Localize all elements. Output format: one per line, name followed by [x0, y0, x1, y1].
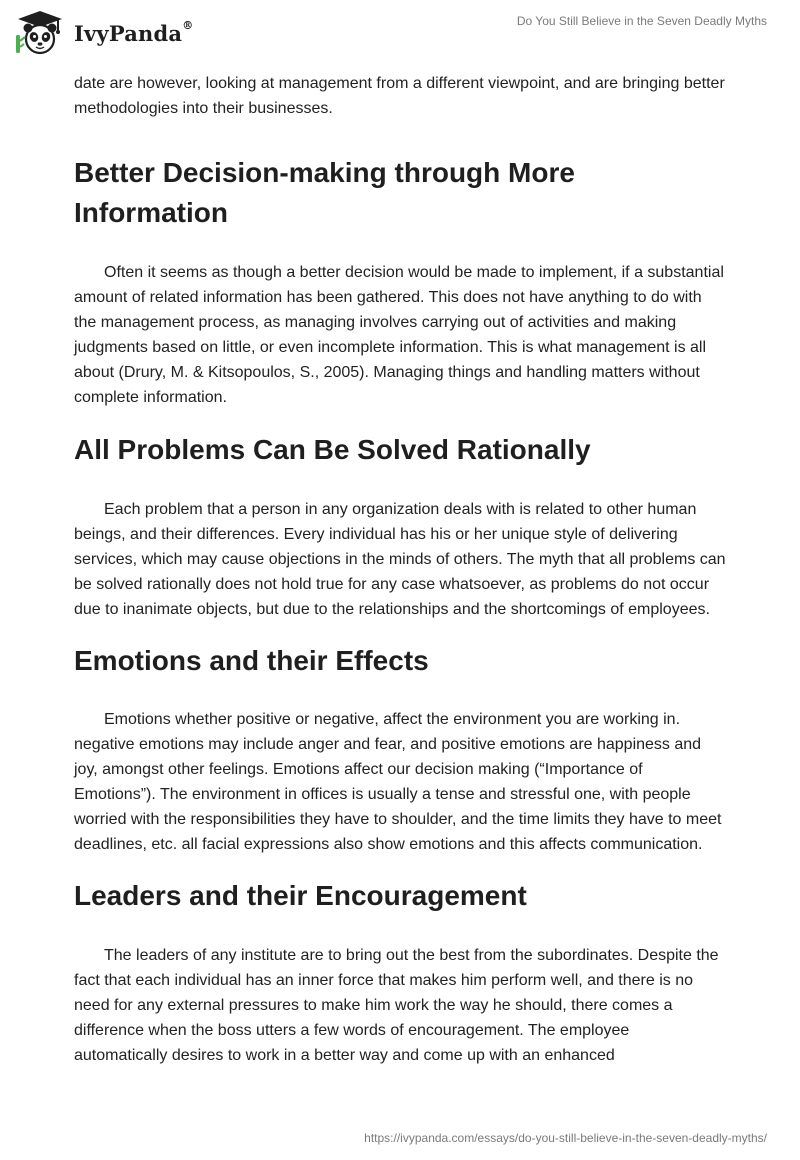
section-heading-emotions-effects: Emotions and their Effects	[74, 645, 429, 676]
trademark-symbol: ®	[182, 18, 194, 32]
section-paragraph-leaders-encouragement: The leaders of any institute are to bring out the best from the subordinates. Despite the fact that each individual has an inner force that makes him perform well, and there is no need for any external pressures to make him work the way he should, there comes a difference when the boss utters a few words of encouragement. The employee automatically desires to work in a better way and come up with an enhanced	[74, 947, 719, 1064]
section-heading-better-decision-making: Better Decision-making through More Information	[74, 157, 575, 228]
section-heading-leaders-encouragement: Leaders and their Encouragement	[74, 880, 527, 911]
intro-paragraph: date are however, looking at management from a different viewpoint, and are bringing better methodologies into their businesses.	[74, 75, 725, 117]
ivypanda-logo[interactable]	[14, 8, 193, 58]
page-header	[0, 0, 800, 68]
document-title: Do You Still Believe in the Seven Deadly Myths	[516, 14, 767, 28]
source-url-link[interactable]: https://ivypanda.com/essays/do-you-still-believe-in-the-seven-deadly-myths/	[364, 1131, 767, 1145]
section-paragraph-problems-solved-rationally: Each problem that a person in any organization deals with is related to other human beings, and their differences. Every individual has his or her unique style of delivering services, which may cause objections in the minds of others. The myth that all problems can be solved rationally does not hold true for any case whatsoever, as problems do not occur due to inanimate objects, but due to the relationships and the shortcomings of employees.	[74, 501, 726, 618]
section-paragraph-better-decision-making: Often it seems as though a better decision would be made to implement, if a substantial amount of related information has been gathered. This does not have anything to do with the management process, as managing involves carrying out of activities and making judgments based on little, or even incomplete information. This is what management is all about (Drury, M. & Kitsopoulos, S., 2005). Managing things and handling matters without complete information.	[74, 264, 724, 406]
panda-graduate-icon	[14, 9, 66, 57]
article-body	[74, 71, 726, 1068]
section-paragraph-emotions-effects: Emotions whether positive or negative, affect the environment you are working in. negative emotions may include anger and fear, and positive emotions are happiness and joy, amongst other feelings. Emotions affect our decision making (“Importance of Emotions”). The environment in offices is usually a tense and stressful one, with people worried with the responsibilities they have to shoulder, and the time limits they have to meet deadlines, etc. all facial expressions also show emotions and this affects communication.	[74, 711, 722, 853]
brand-name: IvyPanda®	[74, 18, 194, 46]
section-heading-problems-solved-rationally: All Problems Can Be Solved Rationally	[74, 434, 591, 465]
